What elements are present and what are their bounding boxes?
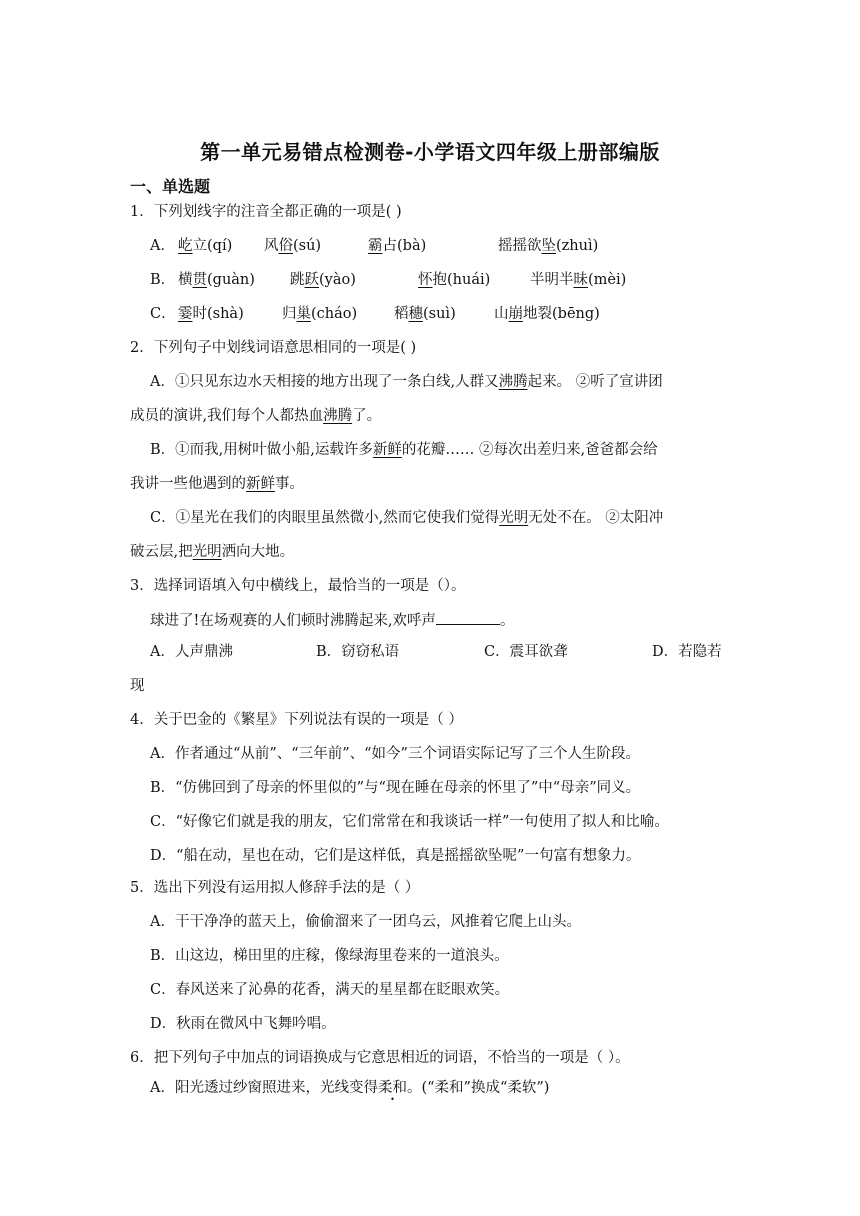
q3-sentence: 球进了!在场观赛的人们顿时沸腾起来,欢呼声 。 xyxy=(150,610,514,631)
q1-c-item-2: 归巢(cháo) xyxy=(282,306,358,322)
question-1-stem: 1．下列划线字的注音全都正确的一项是( ) xyxy=(130,204,402,220)
question-3-stem: 3．选择词语填入句中横线上，最恰当的一项是（）。 xyxy=(130,578,466,594)
q2-option-a-cont: 成员的演讲,我们每个人都热血沸腾了。 xyxy=(130,408,382,424)
option-label: C． xyxy=(150,306,176,322)
q5-option-c[interactable]: C．春风送来了沁鼻的花香，满天的星星都在眨眼欢笑。 xyxy=(150,982,510,998)
q1-b-item-3: 怀抱(huái) xyxy=(418,272,491,288)
q4-option-d[interactable]: D．“船在动，星也在动，它们是这样低，真是摇摇欲坠呢”一句富有想象力。 xyxy=(150,848,641,864)
q2-option-c[interactable]: C．①星光在我们的肉眼里虽然微小,然而它使我们觉得光明无处不在。 ②太阳冲 xyxy=(150,510,664,526)
q3-option-b[interactable]: B．窃窃私语 xyxy=(316,644,400,660)
q4-option-a[interactable]: A．作者通过“从前”、“三年前”、“如今”三个词语实际记写了三个人生阶段。 xyxy=(150,746,640,762)
q5-option-b[interactable]: B．山这边，梯田里的庄稼，像绿海里卷来的一道浪头。 xyxy=(150,948,509,964)
answer-blank[interactable] xyxy=(436,610,500,625)
q4-option-b[interactable]: B．“仿佛回到了母亲的怀里似的”与“现在睡在母亲的怀里了”中“母亲”同义。 xyxy=(150,780,641,796)
question-2-stem: 2．下列句子中划线词语意思相同的一项是( ) xyxy=(130,340,417,356)
q1-c-item-4: 山崩地裂(bēng) xyxy=(494,306,600,322)
option-label: A． xyxy=(150,238,175,254)
q1-b-item-4: 半明半昧(mèi) xyxy=(530,272,627,288)
q3-option-d-cont: 现 xyxy=(130,678,145,694)
q3-option-d[interactable]: D．若隐若 xyxy=(652,644,722,660)
q1-option-b[interactable] xyxy=(150,270,627,290)
q6-option-a[interactable]: A．阳光透过纱窗照进来，光线变得柔和。(“柔和”换成“柔软”) xyxy=(150,1080,550,1096)
question-5-stem: 5．选出下列没有运用拟人修辞手法的是（ ） xyxy=(130,880,420,896)
page-title: 第一单元易错点检测卷-小学语文四年级上册部编版 xyxy=(200,140,660,164)
q1-option-a[interactable] xyxy=(150,236,599,256)
q4-option-c[interactable]: C．“好像它们就是我的朋友，它们常常在和我谈话一样”一句使用了拟人和比喻。 xyxy=(150,814,669,830)
q1-option-c[interactable] xyxy=(150,304,600,324)
q1-a-item-2: 风俗(sú) xyxy=(264,238,322,254)
q2-option-c-cont: 破云层,把光明洒向大地。 xyxy=(130,544,295,560)
question-4-stem: 4．关于巴金的《繁星》下列说法有误的一项是（ ） xyxy=(130,712,463,728)
q1-b-item-1: 横贯(guàn) xyxy=(178,272,255,288)
q5-option-a[interactable]: A．干干净净的蓝天上，偷偷溜来了一团乌云，风推着它爬上山头。 xyxy=(150,914,581,930)
q3-option-a[interactable]: A．人声鼎沸 xyxy=(150,644,233,660)
question-6-stem: 6．把下列句子中加点的词语换成与它意思相近的词语，不恰当的一项是（ ）。 xyxy=(130,1050,630,1066)
q1-a-item-4: 摇摇欲坠(zhuì) xyxy=(498,238,599,254)
q2-option-a[interactable]: A．①只见东边水天相接的地方出现了一条白线,人群又沸腾起来。 ②听了宣讲团 xyxy=(150,374,663,390)
q1-c-item-1: 霎时(shà) xyxy=(178,306,244,322)
q1-a-item-1: 屹立(qí) xyxy=(178,238,233,254)
dotted-word: 柔和 xyxy=(377,1080,407,1096)
q2-option-b[interactable]: B．①而我,用树叶做小船,运载许多新鲜的花瓣…… ②每次出差归来,爸爸都会给 xyxy=(150,442,658,458)
q2-option-b-cont: 我讲一些他遇到的新鲜事。 xyxy=(130,476,304,492)
section-heading: 一、单选题 xyxy=(130,177,211,196)
q3-option-c[interactable]: C．震耳欲聋 xyxy=(484,644,568,660)
option-label: B． xyxy=(150,272,176,288)
q1-b-item-2: 跳跃(yào) xyxy=(290,272,356,288)
q1-a-item-3: 霸占(bà) xyxy=(368,238,427,254)
q5-option-d[interactable]: D．秋雨在微风中飞舞吟唱。 xyxy=(150,1016,336,1032)
q1-c-item-3: 稻穗(suì) xyxy=(394,306,456,322)
